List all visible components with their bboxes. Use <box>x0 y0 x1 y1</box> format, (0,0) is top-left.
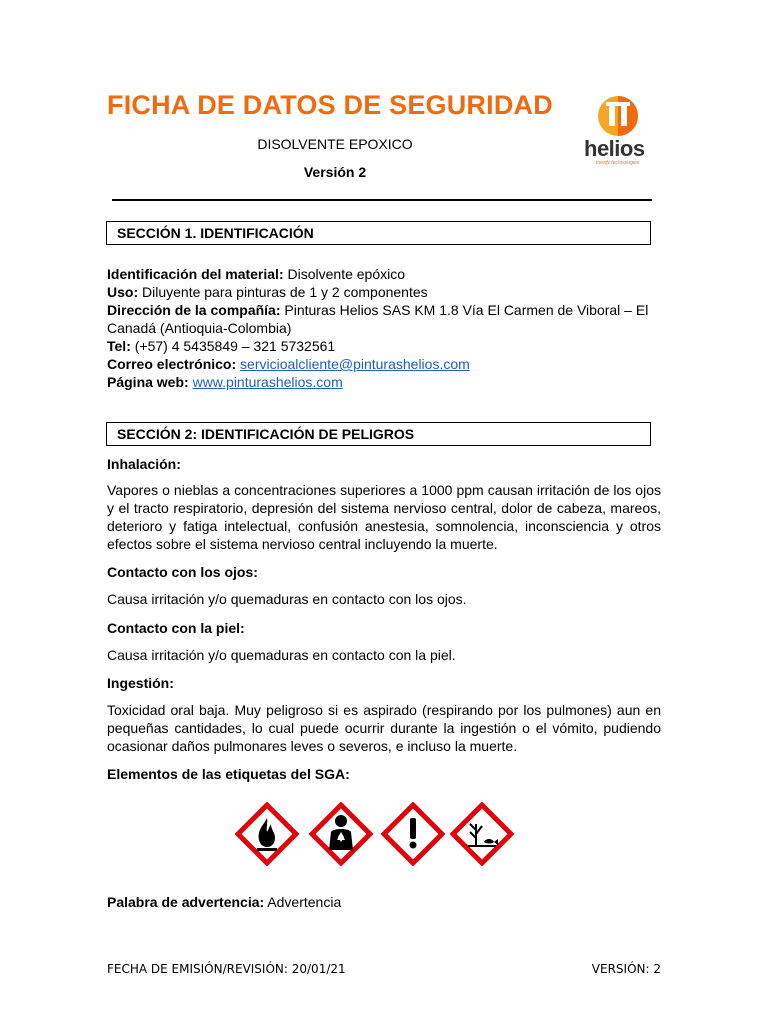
correo-label: Correo electrónico: <box>107 356 237 372</box>
website-link[interactable]: www.pinturashelios.com <box>192 374 343 390</box>
tel-value: (+57) 4 5435849 – 321 5732561 <box>130 338 336 354</box>
piel-label: Contacto con la piel: <box>107 620 245 636</box>
piel-text: Causa irritación y/o quemaduras en contacto con la piel. <box>107 647 456 663</box>
footer-version: VERSIÓN: 2 <box>591 962 661 976</box>
footer-issue-date: FECHA DE EMISIÓN/REVISIÓN: 20/01/21 <box>107 962 346 976</box>
health-hazard-icon <box>309 802 373 866</box>
flame-icon <box>235 802 299 866</box>
ojos-text: Causa irritación y/o quemaduras en contacto con los ojos. <box>107 591 467 607</box>
section1-heading: SECCIÓN 1. IDENTIFICACIÓN <box>106 221 651 245</box>
material-value: Disolvente epóxico <box>283 266 406 282</box>
inhalacion-text: Vapores o nieblas a concentraciones superiores a 1000 ppm causan irritación de los ojos y el tracto respiratorio, depresión del sistema nervioso central, dolor de cabeza, mareos, deterioro y fatiga intelectual, confusión anestesia, somnolencia, inconsciencia y otros efectos sobre el sistema nervioso central incluyendo la muerte. <box>107 482 661 552</box>
direccion-value: Pinturas Helios SAS KM 1.8 Vía El Carmen de Viboral – El Canadá (Antioquia-Colombia) <box>107 302 649 336</box>
direccion-label: Dirección de la compañía: <box>107 302 281 318</box>
web-line <box>107 373 662 391</box>
tel-line <box>107 337 662 355</box>
email-link[interactable]: servicioalcliente@pinturashelios.com <box>240 356 470 372</box>
section2-heading: SECCIÓN 2: IDENTIFICACIÓN DE PELIGROS <box>106 422 651 446</box>
product-name: DISOLVENTE EPOXICO <box>257 136 413 152</box>
header-divider <box>112 199 652 201</box>
tel-label: Tel: <box>107 338 131 354</box>
logo-tagline: trendy technologies <box>596 160 640 166</box>
ingestion-text: Toxicidad oral baja. Muy peligroso si es aspirado (respirando por los pulmones) aun en pequeñas cantidades, lo cual puede ocurrir durante la ingestión o el vómito, pudiendo ocasionar daños pulmonares leves o severos, e incluso la muerte. <box>107 702 661 754</box>
palabra-label: Palabra de advertencia: <box>107 894 265 910</box>
uso-label: Uso: <box>107 284 139 300</box>
palabra-value: Advertencia <box>264 894 342 910</box>
sga-label: Elementos de las etiquetas del SGA: <box>107 766 350 782</box>
ingestion-label: Ingestión: <box>107 675 174 691</box>
ojos-label: Contacto con los ojos: <box>107 564 258 580</box>
version-label: Versión 2 <box>303 164 367 180</box>
palabra-line <box>107 893 662 911</box>
correo-line <box>107 355 662 373</box>
material-line <box>107 265 662 283</box>
helios-logo <box>578 90 658 170</box>
uso-value: Diluyente para pinturas de 1 y 2 componentes <box>138 284 428 300</box>
exclamation-icon <box>381 802 445 866</box>
environment-icon <box>450 802 514 866</box>
logo-text: helios <box>584 136 645 161</box>
inhalacion-label: Inhalación: <box>107 456 181 472</box>
material-label: Identificación del material: <box>107 266 284 282</box>
uso-line <box>107 283 662 301</box>
direccion-line <box>107 301 655 337</box>
document-title: FICHA DE DATOS DE SEGURIDAD <box>107 90 553 120</box>
section1-body <box>107 265 662 391</box>
web-label: Página web: <box>107 374 189 390</box>
